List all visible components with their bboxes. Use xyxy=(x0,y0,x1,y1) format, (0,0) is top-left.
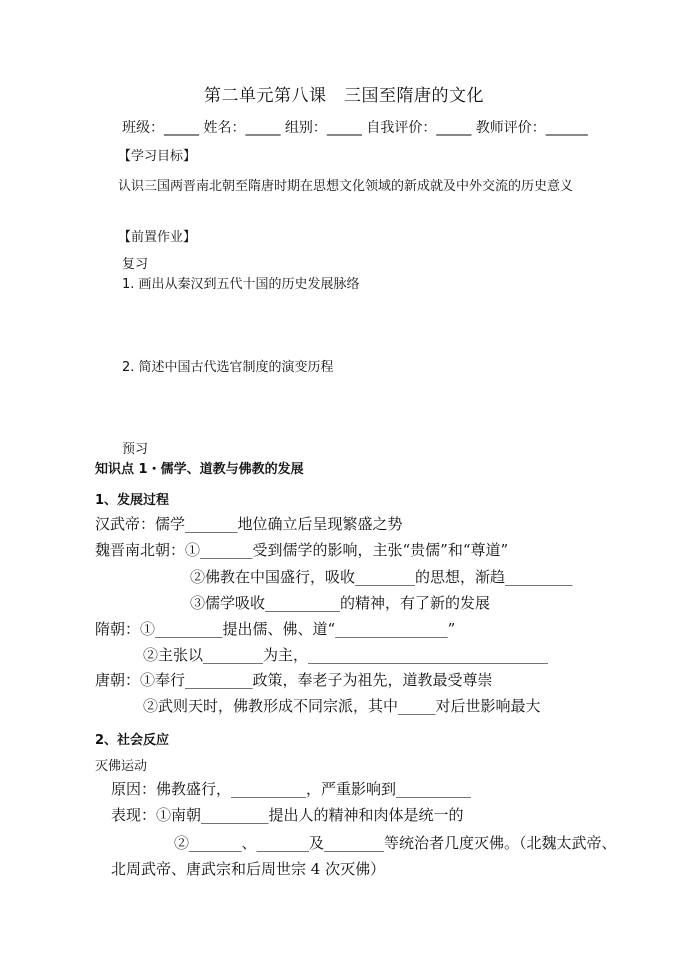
student-info-line: 班级：_____ 姓名：_____ 组别：_____ 自我评价：_____ 教师评价：______ xyxy=(122,120,588,136)
prework-header: 【前置作业】 xyxy=(118,230,197,245)
weijin-line-1: 魏晋南北朝：①_______受到儒学的影响，主张“贵儒”和“尊道” xyxy=(95,541,509,559)
goal-header: 【学习目标】 xyxy=(118,149,197,164)
review-question-1: 1. 画出从秦汉到五代十国的历史发展脉络 xyxy=(122,277,360,292)
weijin-line-3: ③儒学吸收__________的精神，有了新的发展 xyxy=(190,594,491,612)
section-1-title: 1、发展过程 xyxy=(95,493,170,508)
expression-line-3: 北周武帝、唐武宗和后周世宗 4 次灭佛） xyxy=(111,860,386,878)
tang-line-2: ②武则天时，佛教形成不同宗派，其中_____对后世影响最大 xyxy=(143,697,541,715)
sui-line-2: ②主张以________为主，________________________________ xyxy=(143,646,549,664)
tang-line-1: 唐朝：①奉行_________政策，奉老子为祖先，道教最受尊崇 xyxy=(95,671,493,689)
cause-line: 原因：佛教盛行，__________，严重影响到__________ xyxy=(111,780,472,798)
review-question-2: 2. 简述中国古代选官制度的演变历程 xyxy=(122,360,334,375)
expression-line-1: 表现：①南朝_________提出人的精神和肉体是统一的 xyxy=(111,806,464,824)
page-title: 第二单元第八课 三国至隋唐的文化 xyxy=(204,86,484,106)
expression-line-2: ②_______、_______及________等统治者几度灭佛。（北魏太武帝、 xyxy=(174,834,617,852)
knowledge-point-1-title: 知识点 1・儒学、道教与佛教的发展 xyxy=(95,462,304,477)
review-label: 复习 xyxy=(122,257,149,272)
section-2-title: 2、社会反应 xyxy=(95,733,170,748)
weijin-line-2: ②佛教在中国盛行，吸收________的思想，渐趋_________ xyxy=(190,568,573,586)
goal-text: 认识三国两晋南北朝至隋唐时期在思想文化领域的新成就及中外交流的历史意义 xyxy=(118,179,574,194)
miefo-title: 灭佛运动 xyxy=(95,759,148,774)
sui-line-1: 隋朝：①_________提出儒、佛、道“_______________” xyxy=(95,620,456,638)
preview-label: 预习 xyxy=(122,442,149,457)
han-wudi-line: 汉武帝：儒学_______地位确立后呈现繁盛之势 xyxy=(95,515,403,533)
